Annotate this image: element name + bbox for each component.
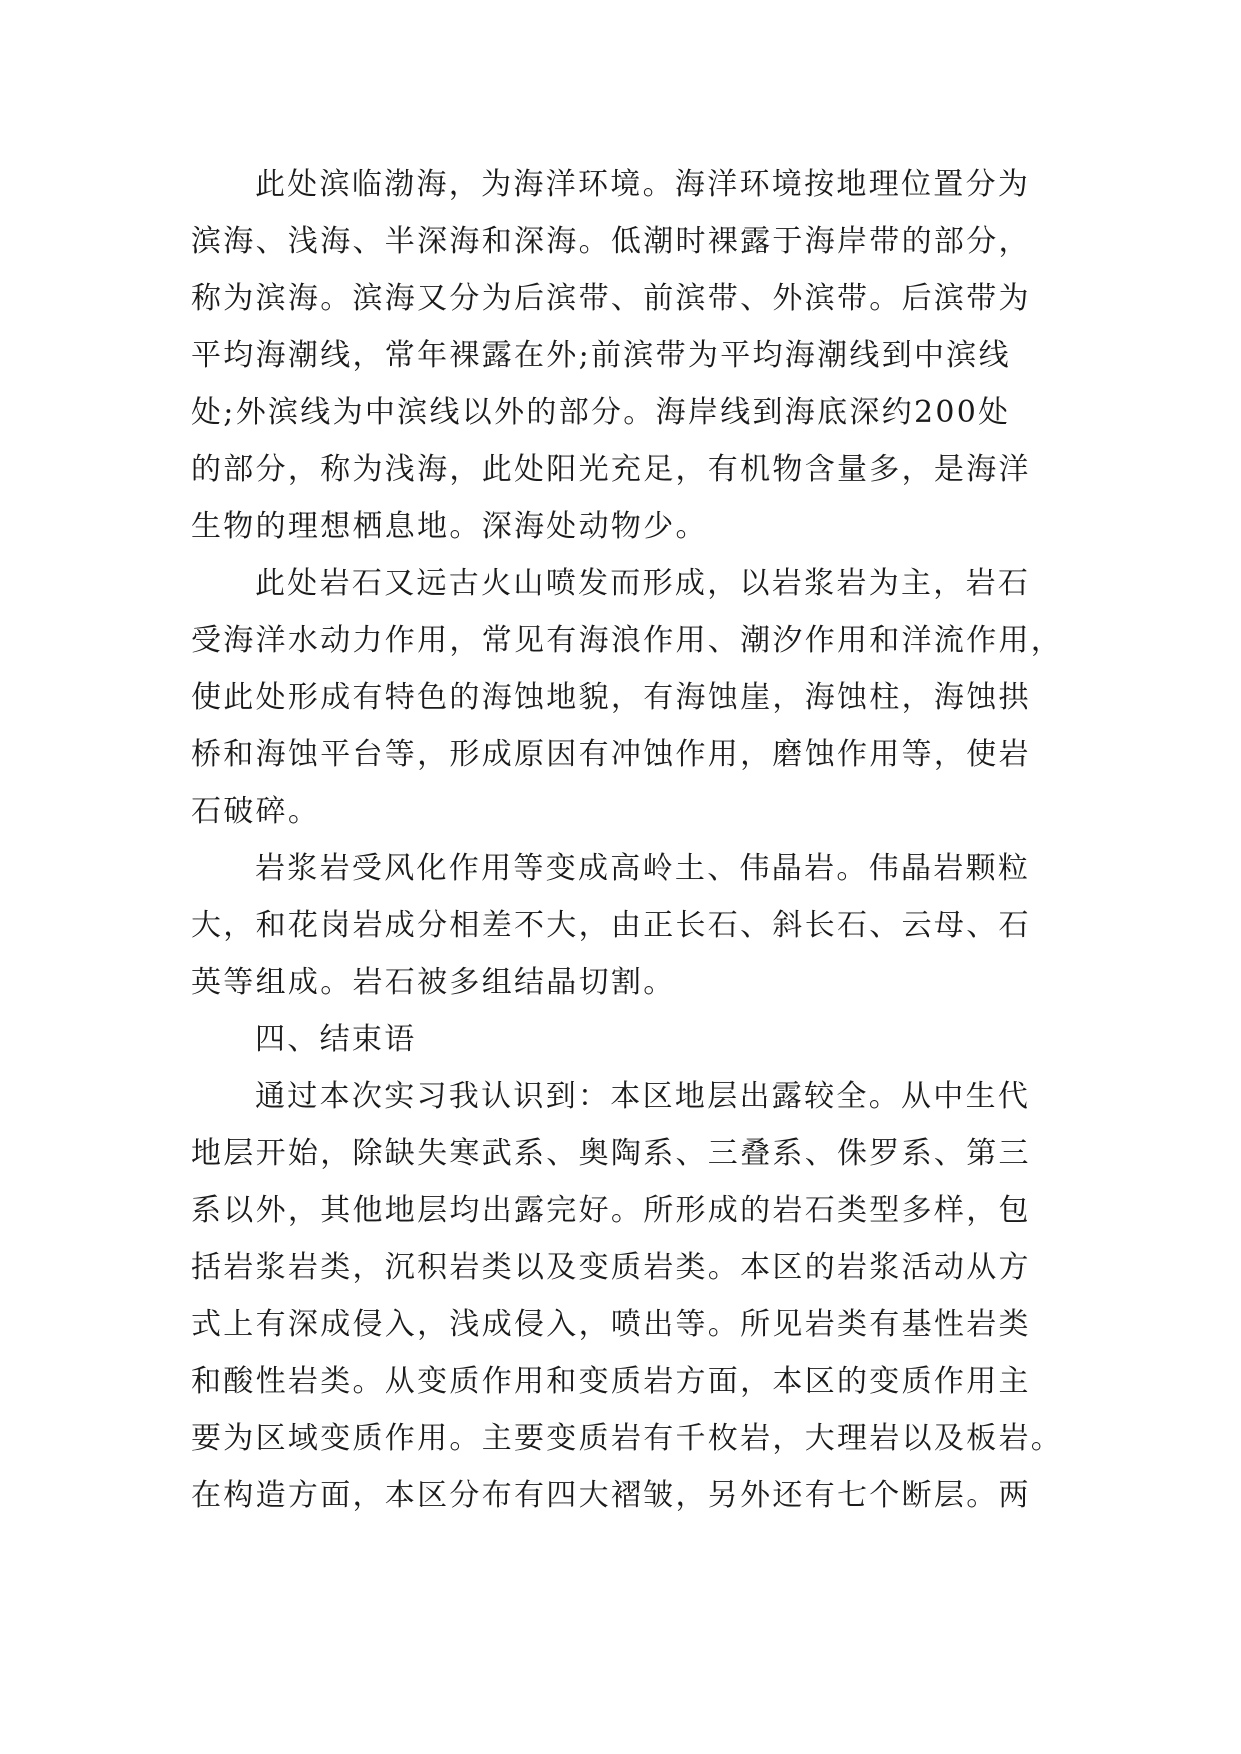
text-line: 受海洋水动力作用，常见有海浪作用、潮汐作用和洋流作用， <box>191 623 1064 658</box>
paragraph-4 <box>191 1068 1064 1524</box>
text-line: 此处岩石又远古火山喷发而形成，以岩浆岩为主，岩石 <box>255 566 1031 601</box>
text-line: 式上有深成侵入，浅成侵入，喷出等。所见岩类有基性岩类 <box>191 1307 1031 1342</box>
text-line: 英等组成。岩石被多组结晶切割。 <box>191 965 676 1000</box>
text-line: 的部分，称为浅海，此处阳光充足，有机物含量多，是海洋 <box>191 452 1031 487</box>
text-line: 滨海、浅海、半深海和深海。低潮时裸露于海岸带的部分， <box>191 224 1031 259</box>
text-line: 称为滨海。滨海又分为后滨带、前滨带、外滨带。后滨带为 <box>191 281 1031 316</box>
text-line: 使此处形成有特色的海蚀地貌，有海蚀崖，海蚀柱，海蚀拱 <box>191 680 1031 715</box>
paragraph-2 <box>191 555 1064 840</box>
text-line: 处;外滨线为中滨线以外的部分。海岸线到海底深约200处 <box>191 395 1011 430</box>
text-line: 桥和海蚀平台等，形成原因有冲蚀作用，磨蚀作用等，使岩 <box>191 737 1031 772</box>
section-heading <box>191 1011 1051 1068</box>
text-line: 通过本次实习我认识到：本区地层出露较全。从中生代 <box>255 1079 1031 1114</box>
text-line: 岩浆岩受风化作用等变成高岭土、伟晶岩。伟晶岩颗粒 <box>255 851 1031 886</box>
text-line: 平均海潮线，常年裸露在外;前滨带为平均海潮线到中滨线 <box>191 338 1011 373</box>
text-line: 地层开始，除缺失寒武系、奥陶系、三叠系、侏罗系、第三 <box>191 1136 1031 1171</box>
paragraph-3 <box>191 840 1051 1011</box>
text-line: 此处滨临渤海，为海洋环境。海洋环境按地理位置分为 <box>255 167 1031 202</box>
section-heading-text: 四、结束语 <box>255 1022 417 1057</box>
text-line: 石破碎。 <box>191 794 321 829</box>
text-line: 括岩浆岩类，沉积岩类以及变质岩类。本区的岩浆活动从方 <box>191 1250 1031 1285</box>
text-line: 要为区域变质作用。主要变质岩有千枚岩，大理岩以及板岩。 <box>191 1421 1064 1456</box>
paragraph-1 <box>191 156 1051 555</box>
text-line: 生物的理想栖息地。深海处动物少。 <box>191 509 708 544</box>
text-line: 和酸性岩类。从变质作用和变质岩方面，本区的变质作用主 <box>191 1364 1031 1399</box>
text-line: 大，和花岗岩成分相差不大，由正长石、斜长石、云母、石 <box>191 908 1031 943</box>
text-line: 系以外，其他地层均出露完好。所形成的岩石类型多样，包 <box>191 1193 1031 1228</box>
text-line: 在构造方面，本区分布有四大褶皱，另外还有七个断层。两 <box>191 1478 1031 1513</box>
document-body <box>191 156 1064 1524</box>
